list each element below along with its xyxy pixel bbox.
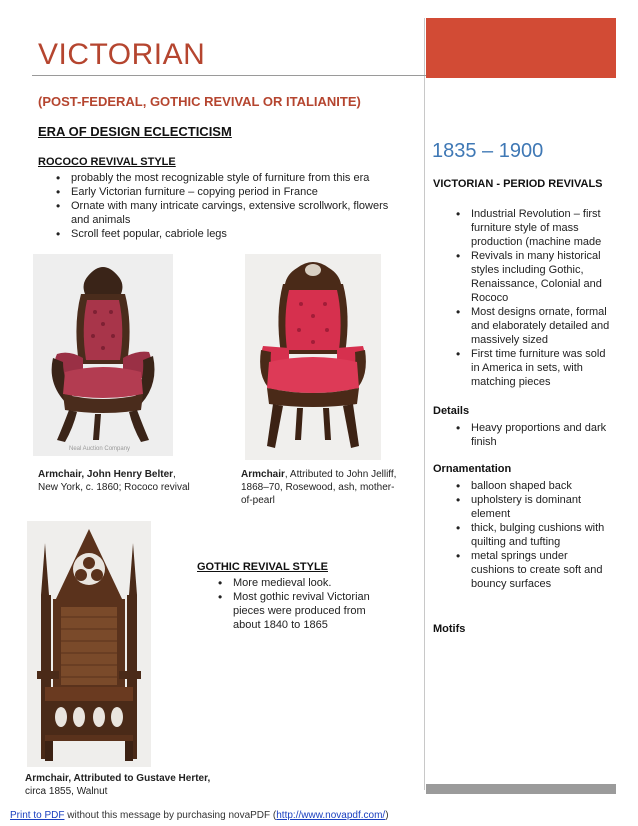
jelliff-armchair-photo — [245, 254, 381, 460]
print-to-pdf-link[interactable]: Print to PDF — [10, 810, 65, 821]
title-divider — [32, 75, 426, 76]
list-item: • First time furniture was sold in America in sets, with matching pieces — [452, 347, 610, 389]
caption-title: Armchair — [241, 469, 285, 480]
motifs-heading: Motifs — [433, 623, 466, 635]
list-item: • Industrial Revolution – first furniture style of mass production (machine made — [452, 207, 610, 249]
footer-text-end: ) — [385, 810, 389, 821]
sidebar-divider — [424, 18, 425, 790]
footer-text: without this message by purchasing novaPDF ( — [64, 810, 277, 821]
list-item: • balloon shaped back — [452, 479, 610, 493]
caption-detail: , New York, c. 1860; Rococo revival — [38, 469, 190, 493]
caption-title: Armchair, John Henry Belter — [38, 469, 174, 480]
period-heading: VICTORIAN - PERIOD REVIVALS — [433, 178, 603, 190]
period-list — [452, 207, 610, 389]
sidebar-bottom-bar — [426, 784, 616, 794]
jelliff-caption — [241, 468, 401, 507]
rococo-heading: ROCOCO REVIVAL STYLE — [38, 156, 176, 168]
list-item: • upholstery is dominant element — [452, 493, 610, 521]
list-item: • Revivals in many historical styles including Gothic, Renaissance, Colonial and Rococo — [452, 249, 610, 305]
list-item: • probably the most recognizable style of furniture from this era — [52, 171, 392, 185]
herter-caption — [25, 772, 245, 798]
list-item: • Heavy proportions and dark finish — [452, 421, 610, 449]
list-item: • metal springs under cushions to create soft and bouncy surfaces — [452, 549, 610, 591]
herter-gothic-armchair-photo — [27, 521, 151, 767]
list-item: • More medieval look. — [214, 576, 374, 590]
list-item: • Ornate with many intricate carvings, extensive scrollwork, flowers and animals — [52, 199, 392, 227]
caption-detail: , Attributed to John Jelliff, 1868–70, Rosewood, ash, mother-of-pearl — [241, 469, 397, 506]
era-heading: ERA OF DESIGN ECLECTICISM — [38, 124, 232, 139]
page-title: VICTORIAN — [38, 38, 206, 71]
list-item: • Most gothic revival Victorian pieces were produced from about 1840 to 1865 — [214, 590, 374, 632]
list-item: • Early Victorian furniture – copying period in France — [52, 185, 392, 199]
date-range: 1835 – 1900 — [432, 140, 544, 162]
page-subtitle: (POST-FEDERAL, GOTHIC REVIVAL OR ITALIANITE) — [38, 94, 361, 109]
gothic-heading: GOTHIC REVIVAL STYLE — [197, 561, 328, 573]
watermark-text: Neal Auction Company — [69, 446, 131, 452]
caption-detail: circa 1855, Walnut — [25, 786, 108, 797]
footer-notice — [10, 810, 389, 821]
details-heading: Details — [433, 405, 470, 417]
list-item: • Scroll feet popular, cabriole legs — [52, 227, 392, 241]
sidebar-accent-block — [426, 18, 616, 78]
rococo-list — [52, 171, 392, 241]
list-item: • Most designs ornate, formal and elaborately detailed and massively sized — [452, 305, 610, 347]
belter-caption — [38, 468, 198, 494]
ornamentation-heading: Ornamentation — [433, 463, 512, 475]
list-item: • thick, bulging cushions with quilting and tufting — [452, 521, 610, 549]
gothic-list — [214, 576, 374, 632]
novapdf-link[interactable]: http://www.novapdf.com/ — [276, 810, 386, 821]
details-list — [452, 421, 610, 449]
caption-title: Armchair, Attributed to Gustave Herter, — [25, 773, 211, 784]
belter-armchair-photo — [33, 254, 173, 456]
ornamentation-list — [452, 479, 610, 591]
